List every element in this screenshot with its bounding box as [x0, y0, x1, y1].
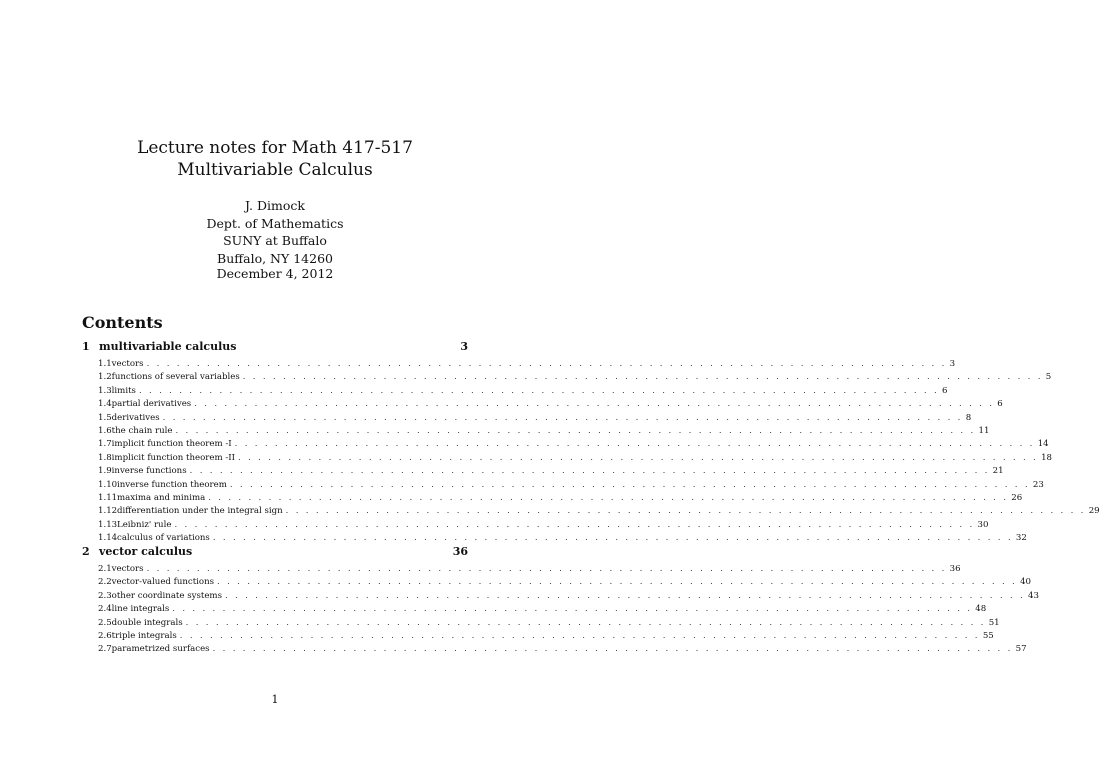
section-title: implicit function theorem -II [111, 452, 236, 463]
leader-dots: . . . . . . . . . . . . . . . . . . . . . . . . . . . . . . . . . . . . . . . . . . . . . . . . . . . . . . . . . . . . . . . . . . . . . . . . . . . . . . . . [185, 617, 986, 628]
section-number: 1.2 [98, 372, 112, 383]
leader-dots: . . . . . . . . . . . . . . . . . . . . . . . . . . . . . . . . . . . . . . . . . . . . . . . . . . . . . . . . . . . . . . . . . . . . . . . . . . . . . . . . [146, 564, 947, 574]
section-title: other coordinate systems [111, 590, 222, 601]
leader-dots: . . . . . . . . . . . . . . . . . . . . . . . . . . . . . . . . . . . . . . . . . . . . . . . . . . . . . . . . . . . . . . . . . . . . . . . . . . . . . . . . [138, 385, 939, 396]
section-page: 3 [949, 359, 956, 369]
section-page: 30 [977, 519, 989, 530]
section-number: 2.4 [98, 604, 112, 615]
section-number: 1.12 [98, 506, 118, 517]
section-page: 51 [988, 617, 1000, 628]
section-number: 2.5 [98, 617, 112, 628]
section-title: implicit function theorem -I [111, 439, 232, 450]
document-date: December 4, 2012 [216, 266, 334, 281]
toc-section-row [82, 465, 1004, 478]
section-page: 23 [1032, 479, 1044, 490]
section-page: 14 [1037, 439, 1049, 450]
section-page: 36 [949, 564, 961, 574]
section-page: 29 [1088, 506, 1100, 517]
section-page: 21 [992, 466, 1004, 477]
toc-section-row [82, 479, 1044, 492]
section-number: 1.10 [98, 479, 118, 490]
toc-section-row [82, 412, 972, 425]
leader-dots: . . . . . . . . . . . . . . . . . . . . . . . . . . . . . . . . . . . . . . . . . . . . . . . . . . . . . . . . . . . . . . . . . . . . . . . . . . . . . . . . [175, 425, 976, 436]
section-title: vector-valued functions [111, 577, 215, 588]
toc-section-row [82, 519, 989, 532]
section-title: vectors [111, 359, 144, 369]
section-title: parametrized surfaces [111, 644, 210, 655]
toc-section-row [82, 398, 1003, 411]
section-number: 1.4 [98, 399, 112, 410]
section-page: 57 [1015, 644, 1027, 655]
section-title: double integrals [111, 617, 183, 628]
toc-section-row [82, 505, 1100, 518]
section-title: maxima and minima [117, 492, 206, 503]
title-line: Lecture notes for Math 417-517 [137, 138, 413, 158]
toc-section-row [82, 532, 1027, 545]
document-title [0, 137, 550, 181]
section-title: Leibniz' rule [117, 519, 172, 530]
author-name: J. Dimock [245, 198, 305, 213]
author-city: Buffalo, NY 14260 [217, 250, 333, 266]
toc-section-row [82, 576, 1032, 589]
section-page: 6 [941, 385, 948, 396]
leader-dots: . . . . . . . . . . . . . . . . . . . . . . . . . . . . . . . . . . . . . . . . . . . . . . . . . . . . . . . . . . . . . . . . . . . . . . . . . . . . . . . . [189, 466, 990, 477]
section-title: differentiation under the integral sign [117, 506, 283, 517]
section-number: 1.11 [98, 492, 118, 503]
toc-section-row [82, 617, 1000, 630]
leader-dots: . . . . . . . . . . . . . . . . . . . . . . . . . . . . . . . . . . . . . . . . . . . . . . . . . . . . . . . . . . . . . . . . . . . . . . . . . . . . . . . . [212, 533, 1013, 544]
title-line: Multivariable Calculus [177, 160, 373, 180]
toc-section-row [82, 563, 961, 576]
chapter-page: 36 [452, 545, 468, 558]
toc-chapter-row [82, 545, 468, 559]
contents-heading: Contents [82, 313, 163, 332]
leader-dots: . . . . . . . . . . . . . . . . . . . . . . . . . . . . . . . . . . . . . . . . . . . . . . . . . . . . . . . . . . . . . . . . . . . . . . . . . . . . . . . . [242, 372, 1043, 383]
section-page: 5 [1045, 372, 1052, 383]
toc-section-row [82, 643, 1027, 656]
section-page: 6 [997, 399, 1003, 410]
toc-chapter-1 [82, 340, 1100, 545]
toc-section-row [82, 425, 990, 438]
section-title: triple integrals [111, 630, 177, 641]
section-page: 18 [1041, 452, 1053, 463]
author-block [0, 197, 550, 267]
author-dept: Dept. of Mathematics [206, 215, 344, 231]
section-page: 43 [1028, 590, 1039, 601]
section-title: derivatives [111, 412, 160, 423]
chapter-page: 3 [460, 340, 468, 353]
section-number: 2.7 [98, 644, 112, 655]
toc-section-row [82, 590, 1039, 603]
leader-dots: . . . . . . . . . . . . . . . . . . . . . . . . . . . . . . . . . . . . . . . . . . . . . . . . . . . . . . . . . . . . . . . . . . . . . . . . . . . . . . . . [212, 644, 1013, 655]
section-title: inverse functions [111, 466, 187, 477]
chapter-title: multivariable calculus [99, 340, 237, 353]
section-page: 8 [965, 412, 972, 423]
page-number: 1 [271, 693, 279, 706]
toc-section-row [82, 358, 956, 371]
leader-dots: . . . . . . . . . . . . . . . . . . . . . . . . . . . . . . . . . . . . . . . . . . . . . . . . . . . . . . . . . . . . . . . . . . . . . . . . . . . . . . . . [229, 479, 1030, 490]
section-title: inverse function theorem [117, 479, 227, 490]
toc-section-row [82, 630, 994, 643]
chapter-title: vector calculus [99, 545, 193, 558]
section-number: 2.3 [98, 590, 112, 601]
toc-section-row [82, 603, 987, 616]
toc-section-row [82, 385, 948, 398]
toc-section-row [82, 452, 1053, 465]
section-number: 1.3 [98, 385, 112, 396]
toc-section-row [82, 438, 1049, 451]
section-number: 2.1 [98, 564, 112, 574]
section-number: 1.6 [98, 425, 112, 436]
section-page: 40 [1020, 577, 1032, 588]
section-page: 55 [982, 630, 994, 641]
section-title: functions of several variables [111, 372, 240, 383]
leader-dots: . . . . . . . . . . . . . . . . . . . . . . . . . . . . . . . . . . . . . . . . . . . . . . . . . . . . . . . . . . . . . . . . . . . . . . . . . . . . . . . . [172, 604, 973, 615]
section-title: limits [111, 385, 136, 396]
section-title: the chain rule [111, 425, 173, 436]
section-number: 2.2 [98, 577, 112, 588]
toc-chapter-row [82, 340, 468, 354]
author-inst: SUNY at Buffalo [223, 233, 327, 248]
toc-section-row [82, 371, 1052, 384]
section-page: 11 [978, 425, 990, 436]
section-number: 1.14 [98, 533, 118, 544]
section-page: 26 [1011, 492, 1023, 503]
leader-dots: . . . . . . . . . . . . . . . . . . . . . . . . . . . . . . . . . . . . . . . . . . . . . . . . . . . . . . . . . . . . . . . . . . . . . . . . . . . . . . . . [146, 359, 947, 369]
section-title: partial derivatives [111, 399, 192, 410]
leader-dots: . . . . . . . . . . . . . . . . . . . . . . . . . . . . . . . . . . . . . . . . . . . . . . . . . . . . . . . . . . . . . . . . . . . . . . . . . . . . . . . . [194, 399, 995, 410]
section-number: 1.1 [98, 359, 112, 369]
section-title: line integrals [111, 604, 170, 615]
leader-dots: . . . . . . . . . . . . . . . . . . . . . . . . . . . . . . . . . . . . . . . . . . . . . . . . . . . . . . . . . . . . . . . . . . . . . . . . . . . . . . . . [224, 590, 1026, 601]
leader-dots: . . . . . . . . . . . . . . . . . . . . . . . . . . . . . . . . . . . . . . . . . . . . . . . . . . . . . . . . . . . . . . . . . . . . . . . . . . . . . . . . [162, 412, 963, 423]
leader-dots: . . . . . . . . . . . . . . . . . . . . . . . . . . . . . . . . . . . . . . . . . . . . . . . . . . . . . . . . . . . . . . . . . . . . . . . . . . . . . . . . [234, 439, 1035, 450]
section-page: 32 [1015, 533, 1027, 544]
section-title: calculus of variations [117, 533, 210, 544]
leader-dots: . . . . . . . . . . . . . . . . . . . . . . . . . . . . . . . . . . . . . . . . . . . . . . . . . . . . . . . . . . . . . . . . . . . . . . . . . . . . . . . . [179, 630, 980, 641]
section-number: 1.9 [98, 466, 112, 477]
leader-dots: . . . . . . . . . . . . . . . . . . . . . . . . . . . . . . . . . . . . . . . . . . . . . . . . . . . . . . . . . . . . . . . . . . . . . . . . . . . . . . . . [238, 452, 1039, 463]
leader-dots: . . . . . . . . . . . . . . . . . . . . . . . . . . . . . . . . . . . . . . . . . . . . . . . . . . . . . . . . . . . . . . . . . . . . . . . . . . . . . . . . [217, 577, 1018, 588]
chapter-number: 2 [82, 545, 90, 558]
section-number: 1.5 [98, 412, 112, 423]
chapter-number: 1 [82, 340, 90, 353]
toc-section-row [82, 492, 1023, 505]
section-number: 1.8 [98, 452, 112, 463]
section-page: 48 [975, 604, 987, 615]
toc-chapter-2 [82, 545, 1039, 657]
leader-dots: . . . . . . . . . . . . . . . . . . . . . . . . . . . . . . . . . . . . . . . . . . . . . . . . . . . . . . . . . . . . . . . . . . . . . . . . . . . . . . . . [208, 492, 1009, 503]
section-number: 1.13 [98, 519, 118, 530]
section-title: vectors [111, 564, 144, 574]
section-number: 1.7 [98, 439, 112, 450]
leader-dots: . . . . . . . . . . . . . . . . . . . . . . . . . . . . . . . . . . . . . . . . . . . . . . . . . . . . . . . . . . . . . . . . . . . . . . . . . . . . . . . . [174, 519, 975, 530]
leader-dots: . . . . . . . . . . . . . . . . . . . . . . . . . . . . . . . . . . . . . . . . . . . . . . . . . . . . . . . . . . . . . . . . . . . . . . . . . . . . . . . . [285, 506, 1086, 517]
section-number: 2.6 [98, 630, 112, 641]
